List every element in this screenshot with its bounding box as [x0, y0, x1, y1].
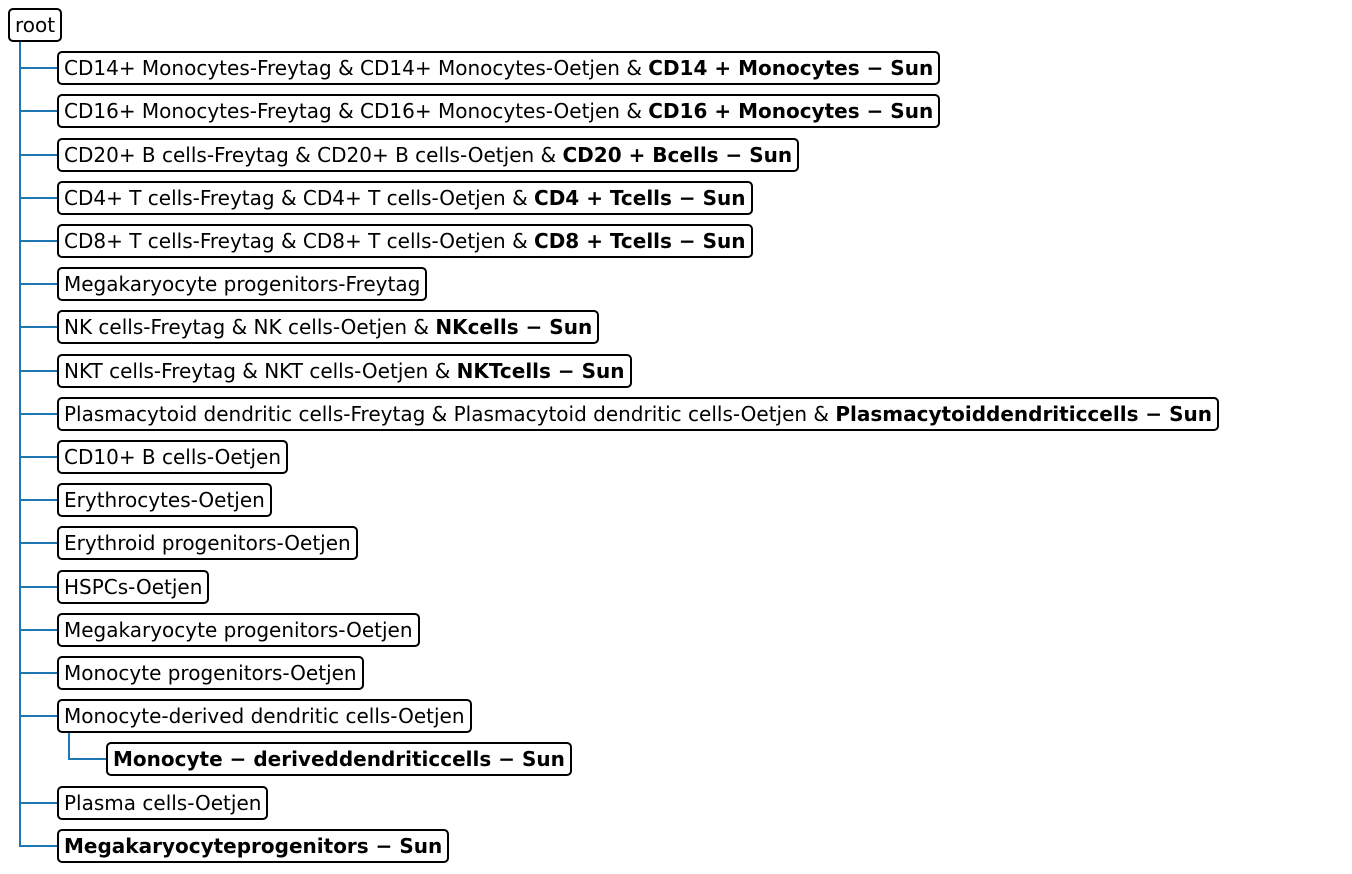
node-label: HSPCs-Oetjen	[64, 574, 203, 599]
node-label-bold: CD20 + Bcells − Sun	[562, 142, 793, 167]
tree-node-root: root	[8, 8, 62, 42]
node-label: Monocyte-derived dendritic cells-Oetjen	[64, 704, 465, 729]
tree-node-cd20	[57, 138, 799, 172]
tree-node-nkt	[57, 354, 632, 388]
connector-horizontal	[20, 715, 57, 717]
node-label: CD8+ T cells-Freytag & CD8+ T cells-Oetjen &	[64, 229, 535, 253]
tree-node-mkp-freytag	[57, 267, 427, 301]
tree-node-modc	[57, 699, 472, 733]
tree-node-hspc	[57, 570, 209, 604]
node-label-bold: Megakaryocyteprogenitors − Sun	[64, 833, 443, 858]
node-label: Megakaryocyte progenitors-Freytag	[64, 272, 421, 297]
connector-horizontal	[20, 240, 57, 242]
node-label-bold: Monocyte − deriveddendriticcells − Sun	[113, 747, 565, 772]
node-label: CD20+ B cells-Freytag & CD20+ B cells-Oetjen &	[64, 142, 563, 167]
connector-horizontal	[20, 67, 57, 69]
connector-horizontal	[20, 802, 57, 804]
node-label: Erythrocytes-Oetjen	[64, 488, 265, 513]
tree-node-cd16	[57, 94, 940, 128]
connector-horizontal	[20, 326, 57, 328]
tree-node-mkp-oetjen	[57, 613, 420, 647]
node-label-bold: CD4 + Tcells − Sun	[534, 185, 746, 210]
tree-node-mkp-sun	[57, 829, 449, 863]
connector-horizontal	[20, 586, 57, 588]
tree-node-cd8	[57, 224, 753, 258]
node-label-bold: Plasmacytoiddendriticcells − Sun	[835, 401, 1213, 426]
tree-node-modc-sun	[106, 742, 572, 776]
connector-horizontal	[20, 499, 57, 501]
node-label-bold: CD14 + Monocytes − Sun	[648, 56, 934, 81]
connector-vertical	[68, 733, 70, 760]
node-label-bold: CD8 + Tcells − Sun	[534, 229, 746, 253]
connector-horizontal	[20, 110, 57, 112]
tree-node-pdc	[57, 397, 1219, 431]
connector-horizontal	[20, 370, 57, 372]
connector-horizontal	[20, 197, 57, 199]
tree-node-plasma	[57, 786, 268, 820]
tree-node-eryp	[57, 526, 358, 560]
node-label: Megakaryocyte progenitors-Oetjen	[64, 617, 413, 642]
tree-node-nk	[57, 310, 599, 344]
connector-horizontal	[69, 758, 106, 760]
node-label: NK cells-Freytag & NK cells-Oetjen &	[64, 315, 436, 340]
connector-horizontal	[20, 283, 57, 285]
node-label: NKT cells-Freytag & NKT cells-Oetjen &	[64, 358, 457, 383]
tree-node-cd14	[57, 51, 940, 85]
node-label: Monocyte progenitors-Oetjen	[64, 661, 357, 685]
node-label: Erythroid progenitors-Oetjen	[64, 531, 351, 556]
connector-horizontal	[20, 845, 57, 847]
node-label: CD10+ B cells-Oetjen	[64, 445, 282, 469]
node-label-bold: NKTcells − Sun	[456, 358, 625, 383]
connector-horizontal	[20, 542, 57, 544]
node-label: CD16+ Monocytes-Freytag & CD16+ Monocytes-Oetjen &	[64, 99, 649, 124]
tree-node-cd10	[57, 440, 288, 474]
tree-node-cd4	[57, 181, 753, 215]
connector-horizontal	[20, 413, 57, 415]
connector-horizontal	[20, 456, 57, 458]
tree-node-ery	[57, 483, 272, 517]
connector-horizontal	[20, 672, 57, 674]
node-label-bold: CD16 + Monocytes − Sun	[648, 99, 934, 124]
connector-horizontal	[20, 154, 57, 156]
node-label: Plasma cells-Oetjen	[64, 790, 262, 815]
connector-horizontal	[20, 629, 57, 631]
node-label: Plasmacytoid dendritic cells-Freytag & Plasmacytoid dendritic cells-Oetjen &	[64, 401, 836, 426]
node-label-bold: NKcells − Sun	[435, 315, 593, 340]
node-label: CD14+ Monocytes-Freytag & CD14+ Monocytes-Oetjen &	[64, 56, 649, 81]
tree-node-monop	[57, 656, 364, 690]
node-label: CD4+ T cells-Freytag & CD4+ T cells-Oetjen &	[64, 185, 535, 210]
connector-vertical	[19, 42, 21, 847]
